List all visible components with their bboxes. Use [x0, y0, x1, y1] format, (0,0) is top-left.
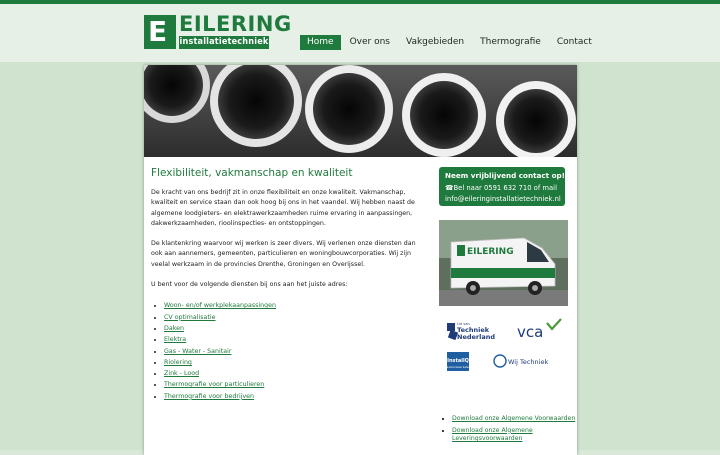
- service-link[interactable]: Riolering: [164, 358, 192, 366]
- list-item: [164, 323, 426, 334]
- cert-logos-graphic: [444, 317, 569, 377]
- svg-text:Nederland: Nederland: [457, 333, 496, 341]
- header: [0, 4, 720, 62]
- download-link[interactable]: Download onze Algemene Voorwaarden: [452, 415, 576, 422]
- service-link[interactable]: Elektra: [164, 336, 187, 344]
- service-link[interactable]: Thermografie voor bedrijven: [164, 392, 255, 400]
- van-photo: [439, 220, 568, 306]
- contact-phone[interactable]: [445, 184, 557, 192]
- services-list: [151, 300, 426, 402]
- svg-text:Wij Techniek: Wij Techniek: [508, 358, 549, 366]
- list-item: [164, 346, 426, 357]
- van-lettering: EILERING: [467, 247, 514, 257]
- list-item: [164, 368, 426, 379]
- logo-tagline: installatietechniek: [179, 37, 269, 47]
- phone-icon: ☎: [445, 184, 454, 192]
- list-item: [452, 415, 582, 424]
- svg-text:Lid van: Lid van: [457, 322, 470, 326]
- pipes-illustration: [144, 65, 577, 157]
- services-intro: U bent voor de volgende diensten bij ons aan het juiste adres:: [151, 281, 348, 289]
- header-banner-image: [144, 65, 577, 157]
- list-item: [164, 334, 426, 345]
- service-link[interactable]: CV optimalisatie: [164, 313, 216, 321]
- nav-over-ons[interactable]: Over ons: [349, 37, 390, 47]
- contact-title: Neem vrijblijvend contact op!: [445, 171, 565, 180]
- svg-text:aantoonbaar beter: aantoonbaar beter: [446, 366, 470, 369]
- svg-text:Techniek: Techniek: [457, 326, 490, 334]
- vca-logo: [517, 319, 561, 341]
- svg-text:InstallQ: InstallQ: [447, 358, 469, 364]
- site-logo[interactable]: [144, 12, 292, 49]
- logo-name: EILERING: [179, 12, 292, 36]
- contact-email[interactable]: info@eileringinstallatietechniek.nl: [445, 195, 561, 203]
- service-link[interactable]: Thermografie voor particulieren: [164, 381, 265, 389]
- contact-phone-text: Bel naar 0591 632 710 of mail: [453, 184, 557, 192]
- van-illustration: [439, 220, 568, 306]
- logo-letter: E: [148, 15, 168, 48]
- certification-logos: [444, 317, 569, 377]
- wij-techniek-logo: [494, 355, 548, 367]
- installq-logo: [447, 352, 469, 371]
- service-link[interactable]: Gas - Water - Sanitair: [164, 347, 232, 355]
- nav-home[interactable]: Home: [300, 35, 341, 50]
- logo-mark: [144, 15, 176, 49]
- main-container: [144, 65, 577, 455]
- main-content: [151, 166, 426, 402]
- list-item: [164, 300, 426, 311]
- contact-box: [439, 167, 565, 206]
- list-item: [452, 427, 582, 444]
- download-link[interactable]: Download onze Algemene Leveringsvoorwaarden: [452, 426, 533, 442]
- nav-thermografie[interactable]: Thermografie: [480, 37, 541, 47]
- svg-text:vca: vca: [517, 323, 544, 341]
- clients-paragraph: De klantenkring waarvoor wij werken is zeer divers. Wij verlenen onze diensten dan ook aan aannemers, gemeenten, particulieren en woningbouwcorporaties. Wij zijn veelal werkzaam in de provincies Drenthe, Groningen en Overijssel.: [151, 240, 416, 268]
- downloads-list: [442, 415, 582, 447]
- techniek-nederland-logo: [447, 322, 495, 341]
- list-item: [164, 312, 426, 323]
- nav-contact[interactable]: Contact: [556, 37, 592, 47]
- intro-paragraph: De kracht van ons bedrijf zit in onze flexibiliteit en onze kwaliteit. Vakmanschap, kwaliteit en service staan dan ook hoog bij ons in het vaandel. Wij hebben naast de algemene loodgieters- en elektrawerkzaamheden ruime ervaring in aanpassingen, dakwerkzaamheden, rioolinspecties- en ontstoppingen.: [151, 189, 415, 227]
- service-link[interactable]: Daken: [164, 324, 184, 332]
- list-item: [164, 391, 426, 402]
- service-link[interactable]: Woon- en/of werkplekaanpassingen: [164, 302, 277, 310]
- page-title: Flexibiliteit, vakmanschap en kwaliteit: [151, 167, 353, 179]
- list-item: [164, 357, 426, 368]
- main-nav: [300, 35, 601, 50]
- service-link[interactable]: Zink - Lood: [164, 370, 200, 378]
- nav-vakgebieden[interactable]: Vakgebieden: [406, 37, 465, 47]
- list-item: [164, 379, 426, 390]
